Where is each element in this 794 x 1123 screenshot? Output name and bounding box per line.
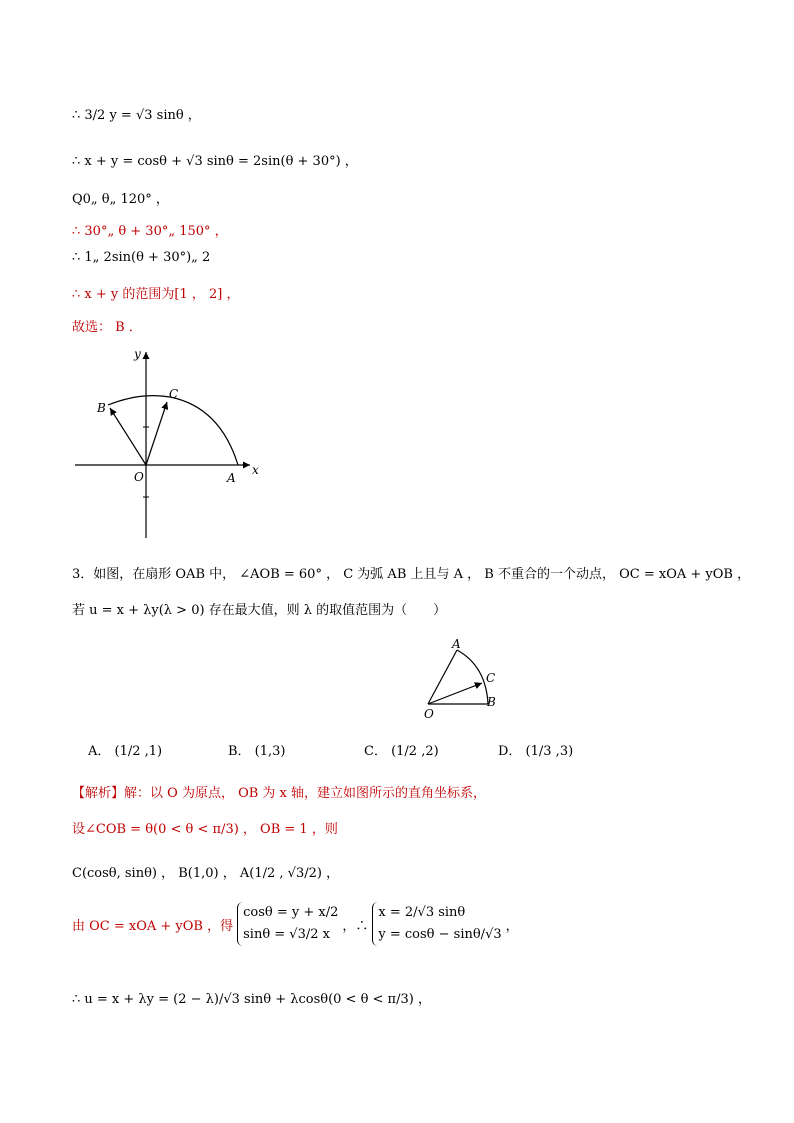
- solution-line-2: 设∠COB = θ(0 < θ < π/3) ， OB = 1 ，则: [72, 822, 338, 837]
- answer-line: 故选： B ．: [72, 320, 142, 335]
- vector-ob: [110, 408, 146, 465]
- arc-ab: [457, 650, 488, 704]
- system-1-eq-1: cosθ = y + x/2: [243, 905, 339, 920]
- label-b: B: [97, 401, 106, 415]
- question-3-line-2: 若 u = x + λy(λ > 0) 存在最大值，则 λ 的取值范围为（ ）: [72, 603, 447, 618]
- equation-system-1: [237, 902, 338, 946]
- step-line-2: ∴ x + y = cosθ + √3 sinθ = 2sin(θ + 30°) ，: [72, 154, 358, 169]
- step-line-5: ∴ 1„ 2sin(θ + 30°)„ 2: [72, 250, 211, 265]
- label-y: y: [134, 347, 141, 361]
- vector-oc: [428, 683, 482, 704]
- label-b: B: [487, 695, 496, 709]
- step-line-6: ∴ x + y 的范围为[1 ， 2] ，: [72, 287, 240, 302]
- option-d[interactable]: D． (1/3 ,3): [498, 744, 574, 759]
- system-1-eq-2: sinθ = √3/2 x: [243, 927, 330, 942]
- label-a: A: [452, 637, 461, 651]
- segment-oa: [428, 650, 457, 704]
- label-o: O: [134, 470, 144, 484]
- system-2-eq-1: x = 2/√3 sinθ: [378, 905, 466, 920]
- option-a[interactable]: A． (1/2 ,1): [88, 744, 163, 759]
- question-3-line-1: 3．如图，在扇形 OAB 中， ∠AOB = 60° ， C 为弧 AB 上且与 A ， B 不重合的一个动点， OC = xOA + yOB ，: [72, 567, 751, 582]
- vector-oc: [146, 402, 167, 465]
- solution-text-4: 由 OC = xOA + yOB ，得: [72, 918, 234, 934]
- equation-system-2: [372, 902, 501, 946]
- figure-sector-oab: [420, 632, 510, 722]
- therefore-sep: ，∴: [342, 918, 369, 934]
- option-b[interactable]: B． (1,3): [228, 744, 286, 759]
- step-line-1: ∴ 3/2 y = √3 sinθ ，: [72, 108, 201, 123]
- option-c[interactable]: C． (1/2 ,2): [364, 744, 439, 759]
- label-c: C: [486, 671, 496, 685]
- system-2-eq-2: y = cosθ − sinθ/√3: [378, 927, 502, 942]
- label-o: O: [424, 707, 434, 721]
- arc-ab: [108, 396, 238, 465]
- solution-line-5: ∴ u = x + λy = (2 − λ)/√3 sinθ + λcosθ(0 < θ < π/3) ，: [72, 992, 431, 1007]
- solution-tag: 【解析】: [72, 786, 125, 801]
- label-c: C: [169, 387, 179, 401]
- line-4-end: ，: [505, 918, 519, 934]
- label-x: x: [252, 463, 259, 477]
- label-a: A: [227, 471, 236, 485]
- solution-text-1: 解：以 O 为原点， OB 为 x 轴，建立如图所示的直角坐标系，: [124, 786, 487, 801]
- step-line-4: ∴ 30°„ θ + 30°„ 150° ，: [72, 224, 228, 239]
- solution-line-4: [72, 902, 519, 946]
- step-line-3: Q0„ θ„ 120° ，: [72, 192, 169, 207]
- figure-quarter-arc: [70, 342, 270, 542]
- solution-line-1: [72, 782, 486, 801]
- solution-line-3: C(cosθ, sinθ) ， B(1,0) ， A(1/2 , √3/2) ，: [72, 866, 340, 881]
